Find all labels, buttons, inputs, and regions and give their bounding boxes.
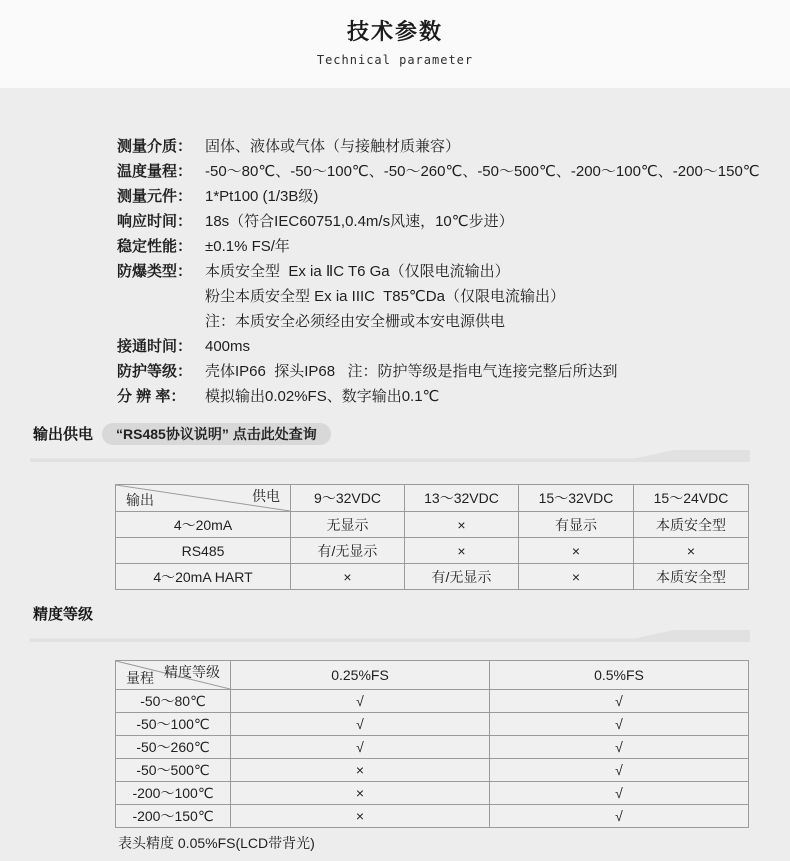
table-cell: √ [490,690,749,713]
row-header: -50～80℃ [116,690,231,713]
table-cell: 有/无显示 [291,538,405,564]
spec-label [117,284,205,309]
table-row [116,736,749,759]
spec-row-resolution [117,384,790,409]
table-cell: × [519,564,634,590]
table-cell: 无显示 [291,512,405,538]
spec-row-explosion-proof-note [117,309,790,334]
table-cell: × [231,759,490,782]
table-cell: × [291,564,405,590]
corner-label-range: 量程 [126,670,154,686]
table-row [116,512,749,538]
table-cell: √ [490,713,749,736]
spec-row-sensor-element [117,184,790,209]
table-row [116,564,749,590]
spec-value: 18s（符合IEC60751,0.4m/s风速，10℃步进） [205,213,514,230]
spec-label: 防爆类型： [117,263,193,280]
rs485-protocol-link[interactable]: “RS485协议说明” 点击此处查询 [102,423,331,445]
table-cell: √ [231,736,490,759]
row-header: RS485 [116,538,291,564]
row-header: 4～20mA [116,512,291,538]
table-cell: √ [490,805,749,828]
table-cell: √ [231,690,490,713]
spec-value: 本质安全型 Ex ia ⅡC T6 Ga（仅限电流输出） [205,263,510,280]
spec-row-response-time [117,209,790,234]
table-header-row [116,661,749,690]
spec-row-explosion-proof-dust [117,284,790,309]
table-header-row [116,485,749,512]
page-title: 技术参数 [346,19,443,44]
spec-label: 测量元件： [117,188,193,205]
table-cell: × [634,538,749,564]
spec-value: 模拟输出0.02%FS、数字输出0.1℃ [205,388,440,405]
table-row [116,538,749,564]
table-row [116,805,749,828]
column-header: 15～32VDC [519,485,634,512]
table-cell: √ [490,759,749,782]
spec-label: 接通时间： [117,338,193,355]
column-header: 13～32VDC [405,485,519,512]
spec-label: 防护等级： [117,363,193,380]
spec-row-power-on-time [117,334,790,359]
divider-ribbon-shape [30,450,750,462]
table-cell: × [405,538,519,564]
row-header: -50～100℃ [116,713,231,736]
spec-row-ingress-protection [117,359,790,384]
page-header [0,0,790,88]
spec-value: 注：本质安全必须经由安全栅或本安电源供电 [205,313,506,330]
corner-header-cell [116,485,291,512]
section-title-output-power: 输出供电 [33,426,94,443]
table-row [116,713,749,736]
spec-label: 响应时间： [117,213,193,230]
table-cell: 有/无显示 [405,564,519,590]
spec-label [117,309,205,334]
divider-ribbon [30,450,750,462]
table-row [116,759,749,782]
table-cell: 本质安全型 [634,512,749,538]
table-row [116,690,749,713]
row-header: -200～100℃ [116,782,231,805]
spec-value: 壳体IP66 探头IP68 注：防护等级是指电气连接完整后所达到 [205,363,618,380]
row-header: -200～150℃ [116,805,231,828]
row-header: 4～20mA HART [116,564,291,590]
spec-label: 测量介质： [117,138,193,155]
page-subtitle: Technical parameter [316,53,474,67]
accuracy-grade-table [115,660,749,828]
spec-row-stability [117,234,790,259]
divider-ribbon [30,630,750,642]
column-header: 0.25%FS [231,661,490,690]
spec-list [117,134,790,409]
display-accuracy-footnote: 表头精度 0.05%FS(LCD带背光) [118,835,315,851]
spec-row-medium [117,134,790,159]
table-cell: 本质安全型 [634,564,749,590]
corner-header-cell [116,661,231,690]
spec-row-explosion-proof [117,259,790,284]
content-area [0,88,790,853]
table-cell: × [231,805,490,828]
divider-ribbon-shape [30,630,750,642]
power-supply-table [115,484,749,590]
row-header: -50～260℃ [116,736,231,759]
column-header: 0.5%FS [490,661,749,690]
spec-value: 400ms [205,338,251,355]
table-cell: × [231,782,490,805]
spec-value: ±0.1% FS/年 [205,238,290,255]
corner-label-output: 输出 [126,492,154,508]
column-header: 15～24VDC [634,485,749,512]
table-row [116,782,749,805]
spec-value: 固体、液体或气体（与接触材质兼容） [205,138,461,155]
spec-value: -50～80℃、-50～100℃、-50～260℃、-50～500℃、-200～100℃、-200～150℃ [205,163,760,180]
spec-row-temperature-range [117,159,790,184]
table-cell: × [405,512,519,538]
section-title-accuracy: 精度等级 [33,606,94,623]
table-cell: √ [231,713,490,736]
spec-value: 粉尘本质安全型 Ex ia IIIC T85℃Da（仅限电流输出） [205,288,565,305]
spec-label: 温度量程： [117,163,193,180]
table-cell: 有显示 [519,512,634,538]
row-header: -50～500℃ [116,759,231,782]
column-header: 9～32VDC [291,485,405,512]
section-output-power [33,422,790,445]
table-cell: √ [490,736,749,759]
spec-label: 分 辨 率： [117,388,186,405]
section-accuracy [33,602,790,625]
spec-value: 1*Pt100 (1/3B级) [205,188,319,205]
corner-label-supply: 供电 [252,488,280,504]
table-cell: √ [490,782,749,805]
table-cell: × [519,538,634,564]
spec-label: 稳定性能： [117,238,193,255]
corner-label-accuracy: 精度等级 [164,664,220,680]
